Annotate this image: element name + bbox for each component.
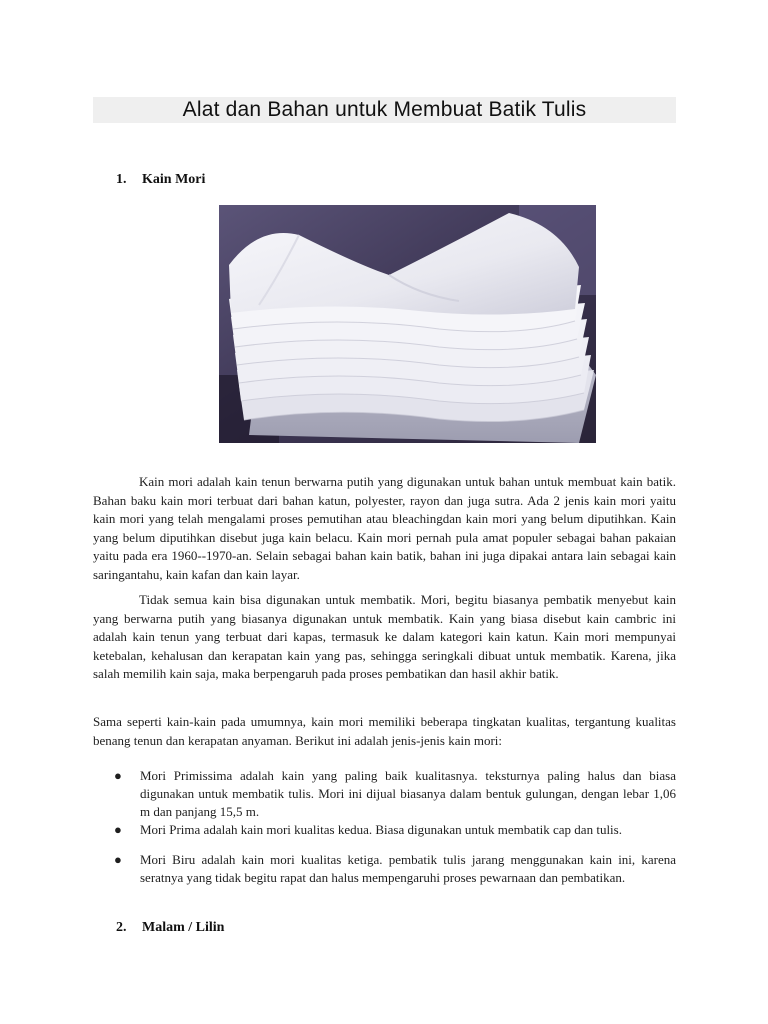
document-title: Alat dan Bahan untuk Membuat Batik Tulis [182,98,587,121]
section-label: Malam / Lilin [142,920,225,935]
list-item [93,821,676,839]
mori-types-list [93,767,676,887]
bullet-icon: ● [114,852,122,867]
list-item-text: Mori Primissima adalah kain yang paling baik kualitasnya. teksturnya paling halus dan biasa digunakan untuk membatik tulis. Mori ini dijual biasanya dalam bentuk gulungan, dengan lebar 1,06 m dan panjang 15,5 m. [140,768,676,819]
list-item [93,851,676,887]
paragraph-definition: Kain mori adalah kain tenun berwarna putih yang digunakan untuk bahan untuk membuat kain batik. Bahan baku kain mori terbuat dari bahan katun, polyester, rayon dan juga sutra. Ada 2 jenis kain mori yaitu kain mori yang telah mengalami proses pemutihan atau bleachingdan kain mori yang belum diputihkan. Kain yang belum diputihkan disebut juga kain belacu. Kain mori pernah pula amat populer sebagai bahan pakaian yaitu pada era 1960--1970-an. Selain sebagai bahan kain batik, bahan ini juga dipakai antara lain sebagai kain saringantahu, kain kafan dan kain layar. [93,474,676,582]
section-heading-kain-mori [116,172,205,188]
section-heading-malam-lilin [116,920,224,936]
paragraph-usage: Tidak semua kain bisa digunakan untuk membatik. Mori, begitu biasanya pembatik menyebut kain yang berwarna putih yang biasanya digunakan untuk membatik. Kain yang biasa disebut kain cambric ini adalah kain tenun yang terbuat dari kapas, termasuk ke dalam kategori kain katun. Kain mori mempunyai ketebalan, kehalusan dan kerapatan kain yang pas, sehingga seringkali dibuat untuk membatik. Karena, jika salah memilih kain saja, maka berpengaruh pada proses pembatikan dan hasil akhir batik. [93,592,676,681]
list-item-text: Mori Biru adalah kain mori kualitas ketiga. pembatik tulis jarang menggunakan kain ini, karena seratnya yang tidak begitu rapat dan halus mempengaruhi proses pewarnaan dan pembatikan. [140,852,676,885]
mori-cloth-photo [219,205,596,443]
section-label: Kain Mori [142,172,206,187]
list-item-text: Mori Prima adalah kain mori kualitas kedua. Biasa digunakan untuk membatik cap dan tulis. [140,822,622,837]
paragraph-quality-intro: Sama seperti kain-kain pada umumnya, kain mori memiliki beberapa tingkatan kualitas, tergantung kualitas benang tenun dan kerapatan anyaman. Berikut ini adalah jenis-jenis kain mori: [93,714,676,748]
section-number: 2. [116,920,127,935]
bullet-icon: ● [114,768,122,783]
bullet-icon: ● [114,822,122,837]
title-banner [93,97,676,123]
list-item [93,767,676,821]
section-number: 1. [116,172,127,187]
